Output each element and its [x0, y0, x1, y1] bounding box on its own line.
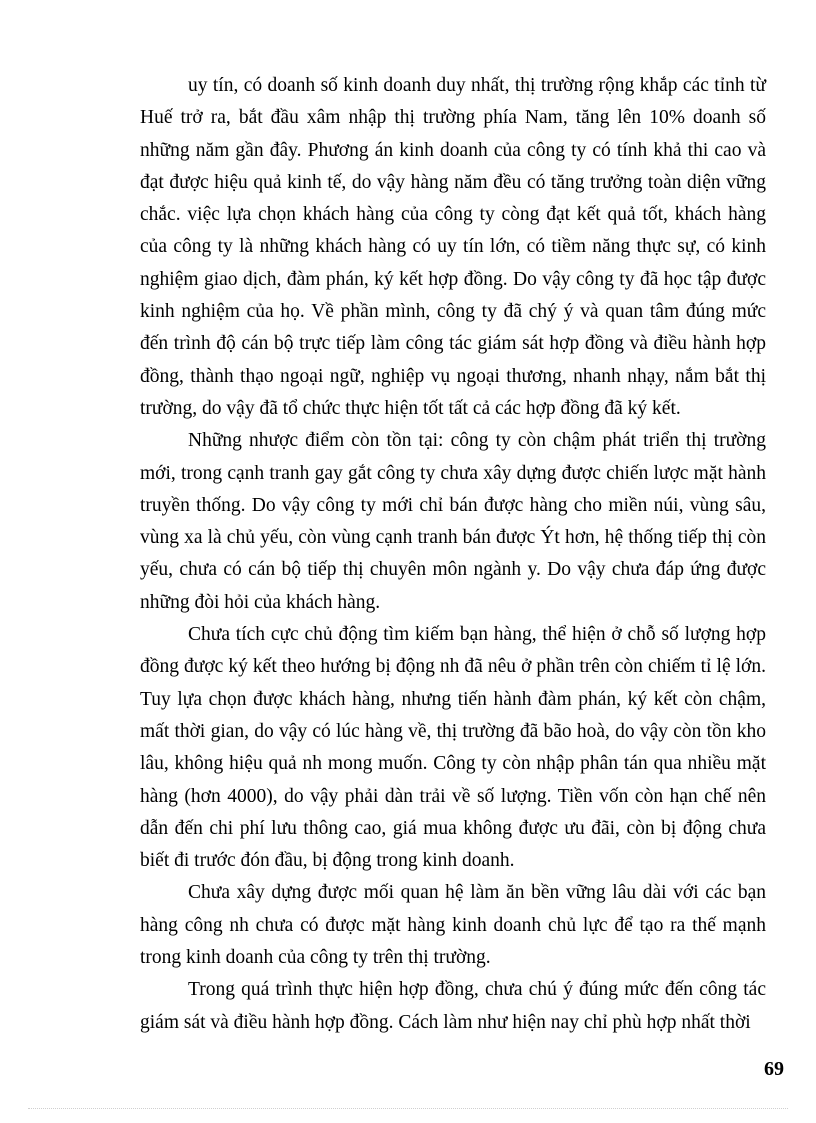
page-number: 69 — [764, 1058, 784, 1080]
footer-divider — [28, 1108, 788, 1109]
paragraph: Chưa xây dựng được mối quan hệ làm ăn bền vững lâu dài với các bạn hàng công nh chưa có được mặt hàng kinh doanh chủ lực để tạo ra thế mạnh trong kinh doanh của công ty trên thị trường. — [140, 882, 766, 969]
paragraph: Những nhược điểm còn tồn tại: công ty còn chậm phát triển thị trường mới, trong cạnh tranh gay gắt công ty chưa xây dựng được chiến lược mặt hành truyền thống. Do vậy công ty mới chỉ bán được hàng cho miền núi, vùng sâu, vùng xa là chủ yếu, còn vùng cạnh tranh bán được Ýt hơn, hệ thống tiếp thị còn yếu, chưa có cán bộ tiếp thị chuyên môn ngành y. Do vậy chưa đáp ứng được những đòi hỏi của khách hàng. — [140, 430, 766, 613]
body-text — [140, 70, 766, 1039]
paragraph: uy tín, có doanh số kinh doanh duy nhất, thị trường rộng khắp các tỉnh từ Huế trở ra, bắt đầu xâm nhập thị trường phía Nam, tăng lên 10% doanh số những năm gần đây. Phương án kinh doanh của công ty có tính khả thi cao và đạt được hiệu quả kinh tế, do vậy hàng năm đều có tăng trưởng toàn diện vững chắc. việc lựa chọn khách hàng của công ty còng đạt kết quả tốt, khách hàng của công ty là những khách hàng có uy tín lớn, có tiềm năng thực sự, có kinh nghiệm giao dịch, đàm phán, ký kết hợp đồng. Do vậy công ty đã học tập được kinh nghiệm của họ. Về phần mình, công ty đã chý ý và quan tâm đúng mức đến trình độ cán bộ trực tiếp làm công tác giám sát hợp đồng và điều hành hợp đồng, thành thạo ngoại ngữ, nghiệp vụ ngoại thương, nhanh nhạy, nắm bắt thị trường, do vậy đã tổ chức thực hiện tốt tất cả các hợp đồng đã ký kết. — [140, 75, 766, 419]
paragraph: Trong quá trình thực hiện hợp đồng, chưa chú ý đúng mức đến công tác giám sát và điều hành hợp đồng. Cách làm như hiện nay chỉ phù hợp nhất thời — [140, 979, 766, 1033]
paragraph: Chưa tích cực chủ động tìm kiếm bạn hàng, thể hiện ở chỗ số lượng hợp đồng được ký kết theo hướng bị động nh đã nêu ở phần trên còn chiếm tỉ lệ lớn. Tuy lựa chọn được khách hàng, nhưng tiến hành đàm phán, ký kết còn chậm, mất thời gian, do vậy có lúc hàng về, thị trường đã bão hoà, do vậy còn tồn kho lâu, không hiệu quả nh mong muốn. Công ty còn nhập phân tán qua nhiều mặt hàng (hơn 4000), do vậy phải dàn trải về số lượng. Tiền vốn còn hạn chế nên dẫn đến chi phí lưu thông cao, giá mua không được ưu đãi, còn bị động chưa biết đi trước đón đầu, bị động trong kinh doanh. — [140, 624, 766, 872]
